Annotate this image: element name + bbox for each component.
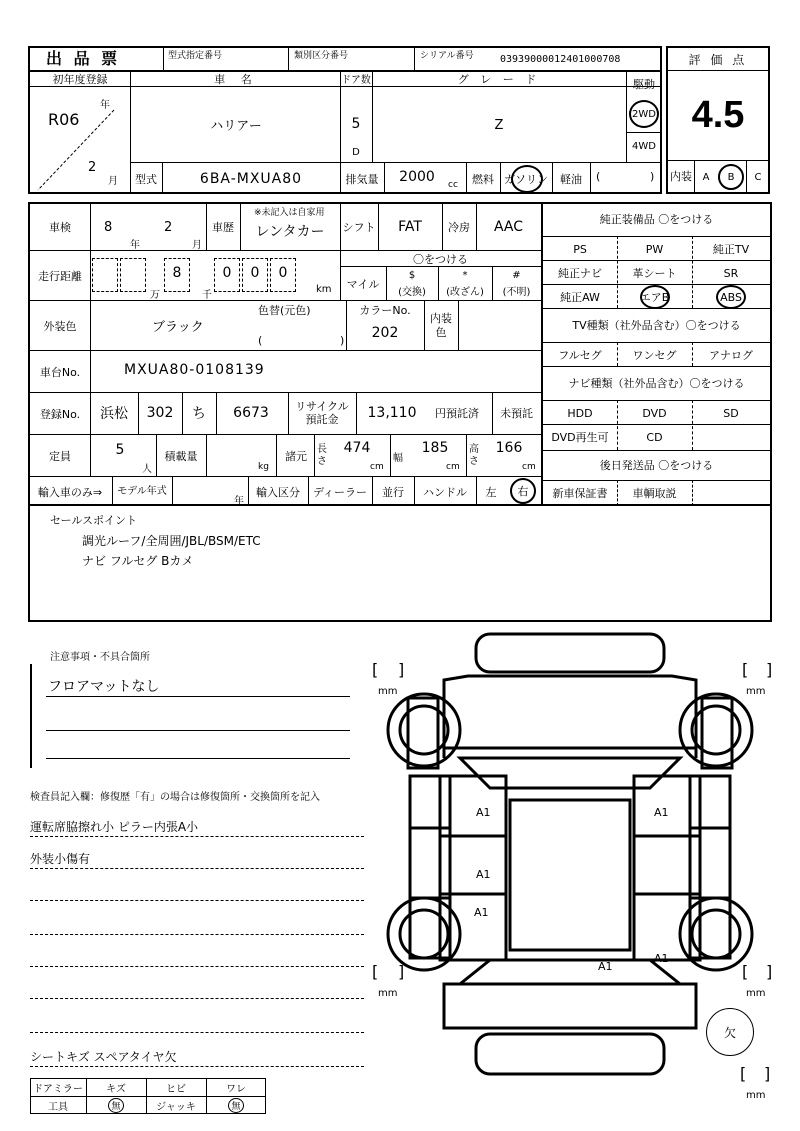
length-unit: cm <box>370 462 384 472</box>
serial-number: 03939000012401000708 <box>500 54 621 65</box>
plate-label: 登録No. <box>39 408 81 421</box>
exchange-symbol: $ <box>408 269 416 281</box>
tire-mm-unit: mm <box>378 686 398 697</box>
equipment-abs[interactable]: ABS <box>720 290 742 304</box>
load-label: 積載量 <box>164 450 198 463</box>
tv-type-label: TV種類（社外品含む）〇をつける <box>572 319 741 332</box>
tire-mm-unit: mm <box>746 686 766 697</box>
equipment-leather-seat[interactable]: 革シート <box>632 267 677 280</box>
first-registration-label: 初年度登録 <box>52 72 108 86</box>
recycle-unpaid: 未預託 <box>500 407 533 420</box>
mileage-sen-unit: 千 <box>202 290 212 301</box>
mileage-digit: 0 <box>250 265 260 281</box>
later-shipment-label: 後日発送品 〇をつける <box>599 459 714 472</box>
length-value: 474 <box>343 440 371 456</box>
color-change-paren-open: ( <box>258 334 263 347</box>
height-value: 166 <box>495 440 523 456</box>
plate-number: 6673 <box>233 405 269 421</box>
navi-hdd[interactable]: HDD <box>567 406 593 420</box>
dealer-option[interactable]: ディーラー <box>312 486 368 499</box>
navi-sd[interactable]: SD <box>723 406 739 420</box>
door-type: D <box>352 146 360 158</box>
genuine-equipment-label: 純正装備品 〇をつける <box>599 213 714 226</box>
color-no-value: 202 <box>371 325 399 341</box>
navi-cd[interactable]: CD <box>646 430 663 444</box>
recycle-label: リサイクル預託金 <box>295 400 349 426</box>
recycle-status: 円預託済 <box>435 407 479 420</box>
document-title: 出 品 票 <box>46 49 121 68</box>
width-label: 幅 <box>393 452 403 464</box>
color-change-label: 色替(元色) <box>258 304 311 317</box>
legend-jack: ジャッキ <box>156 1102 196 1113</box>
handle-right[interactable]: 右 <box>517 485 529 498</box>
registration-month: 2 <box>88 160 97 175</box>
legend-jack-value: 無 <box>231 1102 241 1112</box>
registration-diagonal <box>30 88 130 192</box>
inspection-label: 車検 <box>49 221 71 234</box>
handle-label: ハンドル <box>423 486 467 499</box>
mileage-label: 走行距離 <box>38 270 82 283</box>
score-label: 評 価 点 <box>688 52 748 67</box>
mileage-digit <box>120 260 146 286</box>
displacement-label: 排気量 <box>345 172 379 186</box>
height-unit: cm <box>522 462 536 472</box>
damage-mark: A1 <box>474 906 489 919</box>
model-label: 型式 <box>135 172 157 186</box>
car-name: ハリアー <box>210 118 262 134</box>
capacity-unit: 人 <box>142 464 152 475</box>
legend-tools-value: 無 <box>111 1102 121 1112</box>
equipment-genuine-navi[interactable]: 純正ナビ <box>558 267 602 280</box>
recycle-amount: 13,110 <box>367 405 417 421</box>
tire-bracket-close: ] <box>766 660 773 679</box>
tire-bracket-open: [ <box>742 962 749 981</box>
navi-dvd-playback[interactable]: DVD再生可 <box>551 431 609 444</box>
history-label: 車歴 <box>212 221 234 234</box>
tire-bracket-open: [ <box>372 962 379 981</box>
registration-year-unit: 年 <box>100 100 110 111</box>
model-year-unit: 年 <box>234 496 244 507</box>
ac-label: 冷房 <box>448 221 470 234</box>
inspector-line-1: 運転席脇擦れ小 ピラー内張A小 <box>30 820 199 834</box>
tire-mm-unit: mm <box>746 988 766 999</box>
damage-mark: A1 <box>598 960 613 973</box>
tire-bracket-close: ] <box>766 962 773 981</box>
legend-tools: 工具 <box>48 1102 68 1113</box>
inspection-month: 2 <box>164 220 173 235</box>
serial-label: シリアル番号 <box>420 51 474 61</box>
mileage-digit <box>92 260 118 286</box>
interior-color-label: 内装色 <box>430 312 452 339</box>
unknown-symbol: # <box>512 269 521 281</box>
mileage-digit: 0 <box>278 265 288 281</box>
mileage-man-unit: 万 <box>150 290 160 301</box>
drive-label: 駆動 <box>633 78 655 91</box>
later-warranty[interactable]: 新車保証書 <box>552 487 608 500</box>
exchange-option[interactable]: (交換) <box>398 286 426 298</box>
displacement-value: 2000 <box>399 169 435 185</box>
registration-month-unit: 月 <box>108 176 118 187</box>
color-change-paren-close: ) <box>340 334 345 347</box>
tv-fullseg[interactable]: フルセグ <box>558 349 602 362</box>
mileage-digit: 0 <box>222 265 232 281</box>
fuel-diesel: 軽油 <box>560 172 582 186</box>
fuel-paren-open: ( <box>596 170 601 183</box>
sales-points-label: セールスポイント <box>50 514 138 527</box>
inspection-year: 8 <box>104 220 113 235</box>
history-note: ※未記入は自家用 <box>254 208 325 218</box>
capacity-value: 5 <box>115 442 125 458</box>
tire-bracket-open: [ <box>742 660 749 679</box>
exterior-color-label: 外装色 <box>43 320 77 333</box>
model-designation-label: 型式指定番号 <box>168 51 223 61</box>
damage-mark: A1 <box>654 952 669 965</box>
plate-class: 302 <box>146 405 174 421</box>
interior-grade-b: B <box>727 171 735 183</box>
mile-option[interactable]: マイル <box>346 278 380 291</box>
chassis-label: 車台No. <box>39 366 81 379</box>
equipment-genuine-tv[interactable]: 純正TV <box>712 243 750 256</box>
altered-symbol: * <box>462 269 468 281</box>
import-type-label: 輸入区分 <box>256 486 300 499</box>
import-label: 輸入車のみ⇒ <box>37 486 103 499</box>
tire-bracket-close: ] <box>398 660 405 679</box>
spare-mm-unit: mm <box>746 1090 766 1101</box>
fuel-label: 燃料 <box>472 172 494 186</box>
grade-value: Z <box>494 117 504 133</box>
inspector-label: 検査員記入欄：修復歴「有」の場合は修復箇所・交換箇所を記入 <box>30 792 320 803</box>
equipment-sunroof[interactable]: SR <box>723 266 739 280</box>
width-value: 185 <box>421 440 449 456</box>
doors-label: ドア数 <box>341 75 371 86</box>
displacement-unit: cc <box>448 180 458 190</box>
width-unit: cm <box>446 462 460 472</box>
history-value: レンタカー <box>255 224 325 240</box>
ac-value: AAC <box>493 219 524 235</box>
doors-value: 5 <box>351 116 361 132</box>
tire-bracket-open: [ <box>372 660 379 679</box>
load-unit: kg <box>258 462 269 472</box>
notes-line-1: フロアマットなし <box>48 679 160 695</box>
mileage-digit: 8 <box>172 265 182 281</box>
interior-grade-a: A <box>702 171 710 183</box>
dims-label: 諸元 <box>285 450 307 463</box>
color-no-label: カラーNo. <box>359 304 411 317</box>
capacity-label: 定員 <box>49 450 71 463</box>
model-value: 6BA-MXUA80 <box>199 170 303 187</box>
sales-point-line-2: ナビ フルセグ Bカメ <box>82 554 194 568</box>
legend-crack: ヒビ <box>166 1084 186 1095</box>
altered-option[interactable]: (改ざん) <box>446 286 484 298</box>
spare-bracket-close: ] <box>764 1064 771 1083</box>
drive-4wd: 4WD <box>632 140 656 152</box>
inspector-line-2: 外装小傷有 <box>30 852 91 866</box>
category-label: 類別区分番号 <box>294 51 349 61</box>
plate-region: 浜松 <box>100 406 128 422</box>
legend-scratch: キズ <box>106 1084 126 1095</box>
shift-value: FAT <box>398 219 422 235</box>
score-value: 4.5 <box>691 93 745 136</box>
drive-2wd: 2WD <box>632 108 656 120</box>
notes-label: 注意事項・不具合箇所 <box>50 652 150 663</box>
fuel-paren-close: ) <box>650 170 655 183</box>
mileage-mark-note: 〇をつける <box>413 252 468 266</box>
inspection-month-unit: 月 <box>192 240 202 251</box>
shift-label: シフト <box>342 221 376 234</box>
equipment-ps[interactable]: PS <box>573 242 587 256</box>
damage-mark: A1 <box>654 806 669 819</box>
length-label: 長さ <box>317 444 327 467</box>
navi-dvd[interactable]: DVD <box>642 406 667 420</box>
damage-mark: A1 <box>476 868 491 881</box>
spare-tire-missing: 欠 <box>723 1025 736 1040</box>
tire-mm-unit: mm <box>378 988 398 999</box>
unknown-option[interactable]: (不明) <box>502 286 531 298</box>
tv-oneseg[interactable]: ワンセグ <box>632 349 677 362</box>
legend-door-mirror: ドアミラー <box>33 1084 83 1095</box>
inspection-year-unit: 年 <box>130 240 140 251</box>
chassis-number: MXUA80-0108139 <box>124 362 265 378</box>
parallel-option[interactable]: 並行 <box>382 486 404 499</box>
tire-bracket-close: ] <box>398 962 405 981</box>
height-label: 高さ <box>469 444 479 467</box>
mileage-km-unit: km <box>316 284 332 295</box>
spare-bracket-open: [ <box>740 1064 747 1083</box>
interior-label: 内装 <box>670 170 692 183</box>
inspector-line-3: シートキズ スペアタイヤ欠 <box>30 1050 177 1064</box>
navi-type-label: ナビ種類（社外品含む）〇をつける <box>568 377 745 390</box>
later-manual[interactable]: 車輌取説 <box>632 487 677 500</box>
fuel-gasoline: ガソリン <box>504 172 548 186</box>
legend-break: ワレ <box>226 1084 246 1095</box>
grade-label: グ レ ー ド <box>457 72 541 86</box>
exterior-color-value: ブラック <box>152 320 204 335</box>
handle-left[interactable]: 左 <box>485 486 497 499</box>
tv-analog[interactable]: アナログ <box>709 349 753 362</box>
damage-mark: A1 <box>476 806 491 819</box>
interior-grade-c: C <box>754 171 762 183</box>
plate-kana: ち <box>192 406 206 422</box>
registration-era-year: R06 <box>48 110 80 129</box>
model-year-label: モデル年式 <box>117 486 167 497</box>
equipment-genuine-aw[interactable]: 純正AW <box>560 291 600 304</box>
car-name-label: 車 名 <box>214 72 258 86</box>
equipment-airbag[interactable]: エアB <box>639 291 670 304</box>
sales-point-line-1: 調光ルーフ/全周囲/JBL/BSM/ETC <box>82 534 261 548</box>
equipment-pw[interactable]: PW <box>645 242 664 256</box>
